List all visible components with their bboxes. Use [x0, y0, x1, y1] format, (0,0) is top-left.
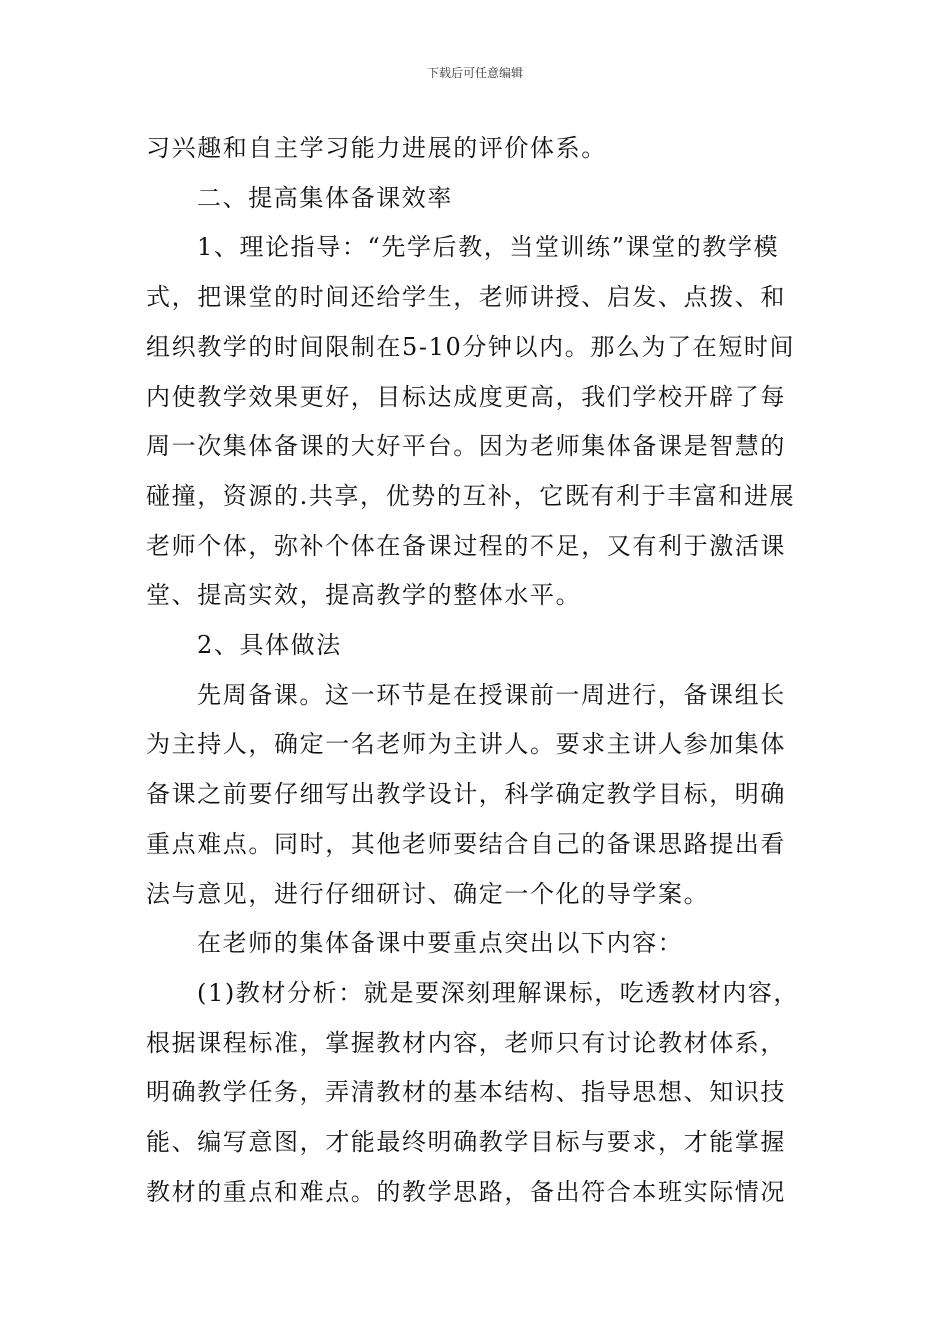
- text-line: 习兴趣和自主学习能力进展的评价体系。: [146, 134, 607, 162]
- page-header: 下载后可任意编辑: [426, 66, 523, 80]
- text-line: 在老师的集体备课中要重点突出以下内容：: [197, 929, 684, 958]
- text-line: 周一次集体备课的大好平台。因为老师集体备课是智慧的: [146, 432, 786, 461]
- text-line: 备课之前要仔细写出教学设计，科学确定教学目标，明确: [146, 780, 786, 809]
- text-line: 重点难点。同时，其他老师要结合自己的备课思路提出看: [146, 829, 786, 858]
- text-line: 先周备课。这一环节是在授课前一周进行，备课组长: [197, 680, 786, 709]
- text-line: 碰撞，资源的.共享，优势的互补，它既有利于丰富和进展: [146, 481, 796, 510]
- text-line: 1、理论指导：“先学后教，当堂训练”课堂的教学模: [197, 233, 780, 262]
- text-line: 式，把课堂的时间还给学生，老师讲授、启发、点拨、和: [146, 283, 786, 312]
- document-body: [146, 124, 816, 1217]
- text-line: (1)教材分析：就是要深刻理解课标，吃透教材内容，: [197, 978, 799, 1007]
- subsection-heading: 2、具体做法: [197, 631, 342, 660]
- text-line: 根据课程标准，掌握教材内容，老师只有讨论教材体系，: [146, 1028, 786, 1057]
- text-line: 明确教学任务，弄清教材的基本结构、指导思想、知识技: [146, 1078, 786, 1107]
- text-line: 能、编写意图，才能最终明确教学目标与要求，才能掌握: [146, 1128, 786, 1157]
- text-line: 法与意见，进行仔细研讨、确定一个化的导学案。: [146, 879, 710, 908]
- text-line: 老师个体，弥补个体在备课过程的不足，又有利于激活课: [146, 531, 786, 560]
- text-line: 为主持人，确定一名老师为主讲人。要求主讲人参加集体: [146, 730, 786, 759]
- text-line: 内使教学效果更好，目标达成度更高，我们学校开辟了每: [146, 382, 786, 411]
- text-line: 堂、提高实效，提高教学的整体水平。: [146, 581, 582, 610]
- text-line: 组织教学的时间限制在5-10分钟以内。那么为了在短时间: [146, 332, 796, 361]
- section-heading: 二、提高集体备课效率: [197, 183, 453, 212]
- text-line: 教材的重点和难点。的教学思路，备出符合本班实际情况: [146, 1177, 786, 1206]
